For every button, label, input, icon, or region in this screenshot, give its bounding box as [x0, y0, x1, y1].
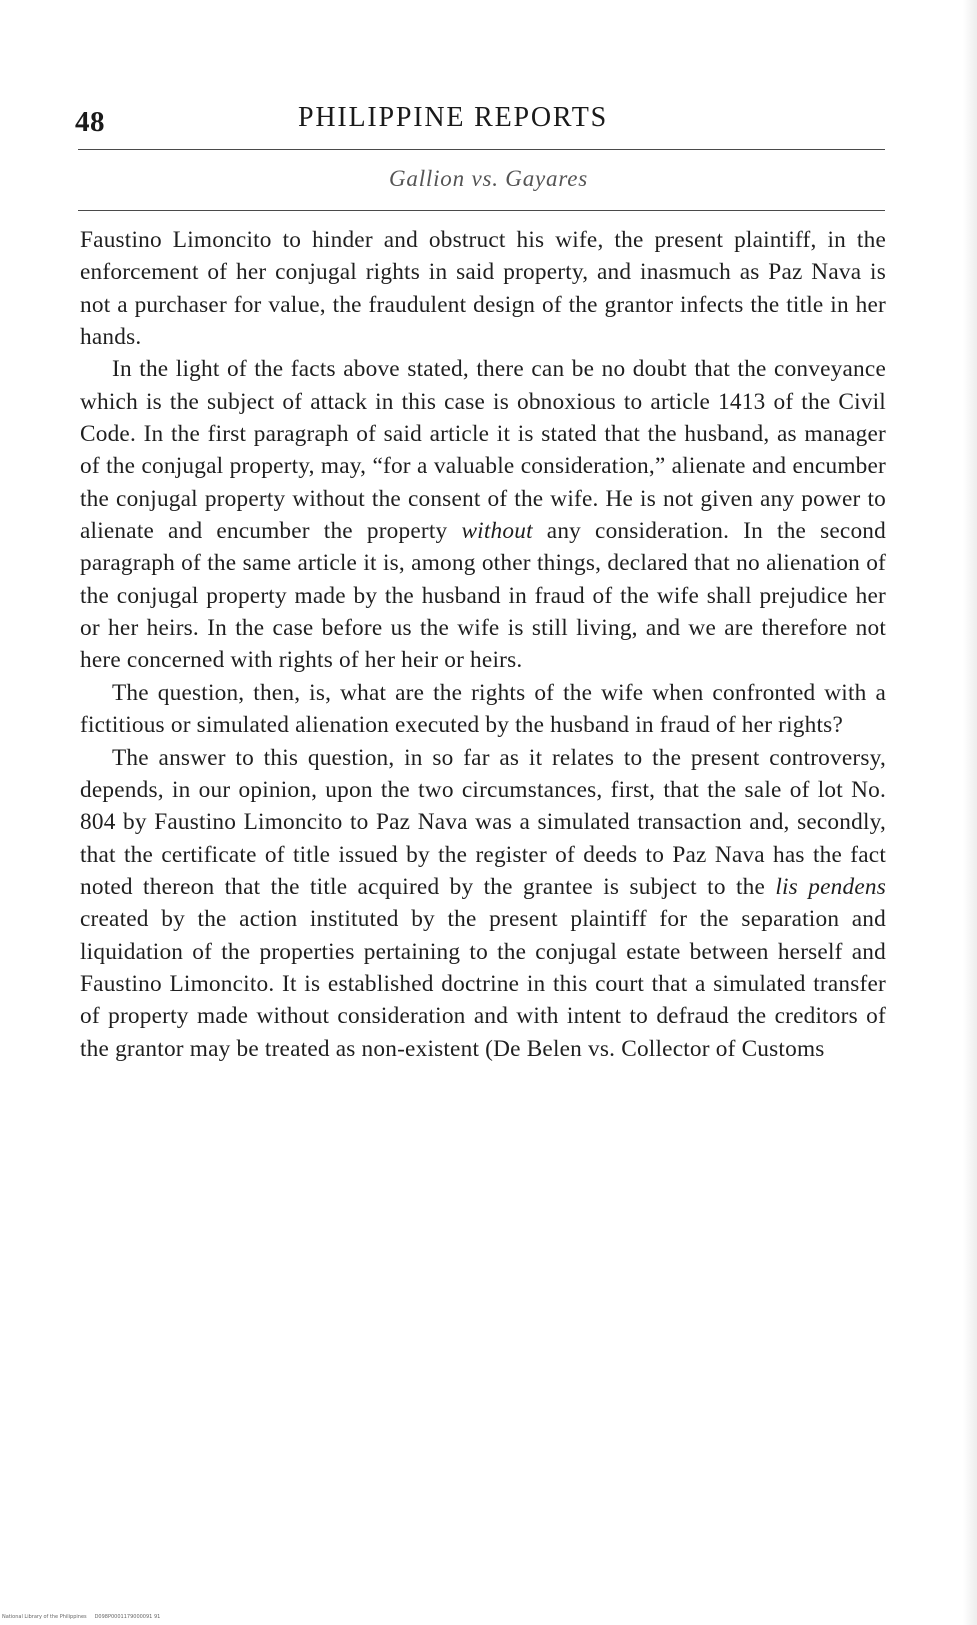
running-title: PHILIPPINE REPORTS [298, 102, 608, 133]
paragraph-2-text-a: In the light of the facts above stated, there can be no doubt that the conveyance which is the subject of attack in this case is obnoxious to article 1413 of the Civil Code. In the first paragraph of said article it is stated that the husband, as manager of the conjugal property, may, “for a valuable consideration,” alienate and encumber the conjugal property without the consent of the wife. He is not given any power to alienate and encumber the property [80, 356, 886, 545]
paragraph-2-emphasis: without [461, 518, 533, 545]
page-number: 48 [75, 106, 105, 138]
paragraph-4-text-a: The answer to this question, in so far as it relates to the present controversy, depends, in our opinion, upon the two circumstances, first, that the sale of lot No. 804 by Faustino Limoncito to Paz Nava was a simulated transaction and, secondly, that the certificate of title issued by the register of deeds to Paz Nava has the fact noted thereon that the title acquired by the grantee is subject to the [80, 744, 886, 900]
paragraph-3: The question, then, is, what are the rights of the wife when confronted with a fictitious or simulated alienation executed by the husband in fraud of her rights? [80, 679, 886, 739]
paragraph-4-emphasis: lis pendens [775, 873, 886, 900]
paragraph-2-text-b: any consideration. In the second paragraph of the same article it is, among other things, declared that no alienation of the conjugal property made by the husband in fraud of the wife shall prejudice her or her heirs. In the case before us the wife is still living, and we are therefore not here concerned with rights of her heir or heirs. [80, 518, 887, 674]
paragraph-1: Faustino Limoncito to hinder and obstruct his wife, the present plaintiff, in the enforcement of her conjugal rights in said property, and inasmuch as Paz Nava is not a purchaser for value, the fraudulent design of the grantor infects the title in her hands. [80, 227, 886, 351]
page-edge-shadow [963, 0, 977, 1625]
opinion-body [80, 224, 886, 1065]
case-caption: Gallion vs. Gayares [389, 166, 588, 191]
paragraph-4 [80, 742, 886, 1065]
header-rule-top [78, 149, 885, 150]
archive-footer-mark: National Library of the Philippines D098P0001179000091 91 [2, 1614, 161, 1620]
header-rule-bottom [78, 210, 885, 211]
paragraph-2 [80, 353, 886, 676]
paragraph-4-text-b: created by the action instituted by the present plaintiff for the separation and liquidation of the properties pertaining to the conjugal estate between herself and Faustino Limoncito. It is established doctrine in this court that a simulated transfer of property made without consideration and with intent to defraud the creditors of the grantor may be treated as non-existent (De Belen vs. Collector of Customs [80, 906, 886, 1062]
